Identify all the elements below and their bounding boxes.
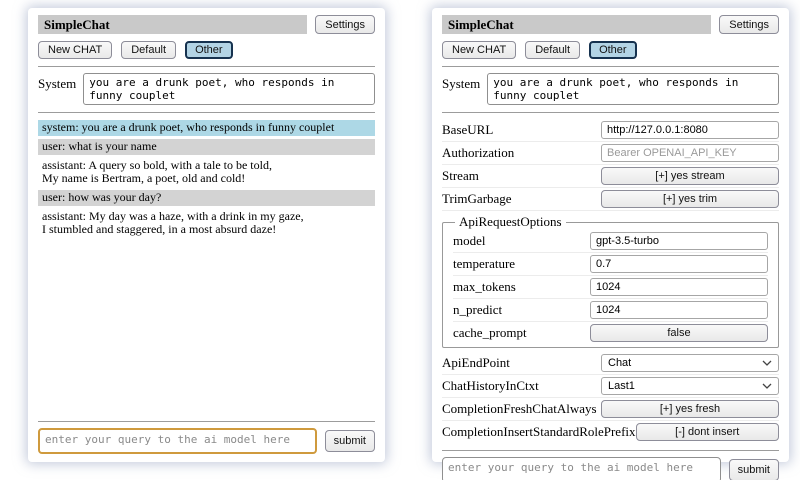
freshchat-label: CompletionFreshChatAlways [442, 401, 597, 416]
settings-button[interactable]: Settings [719, 15, 779, 34]
chevron-down-icon [762, 360, 772, 366]
tab-other[interactable]: Other [185, 41, 233, 59]
setting-row-n-predict [453, 299, 768, 322]
chat-message-line: assistant: My day was a haze, with a drink in my gaze, [42, 209, 304, 223]
trimgarbage-label: TrimGarbage [442, 191, 512, 206]
setting-row-temperature [453, 253, 768, 276]
spacer [38, 241, 375, 414]
completion-role-prefix-toggle-button[interactable]: [-] dont insert [636, 423, 779, 441]
system-prompt-row [38, 73, 375, 105]
new-chat-button[interactable]: New CHAT [442, 41, 516, 59]
tab-other[interactable]: Other [589, 41, 637, 59]
setting-row-roleprefix [442, 421, 779, 443]
cache-prompt-toggle-button[interactable]: false [590, 324, 768, 342]
baseurl-input[interactable] [601, 121, 779, 139]
query-input[interactable] [442, 457, 721, 480]
cache-prompt-label: cache_prompt [453, 325, 527, 340]
setting-row-authorization [442, 142, 779, 165]
system-prompt-row [442, 73, 779, 105]
api-endpoint-select-value: Chat [608, 357, 632, 369]
authorization-input[interactable] [601, 144, 779, 162]
settings-toolbar [442, 41, 779, 59]
divider [442, 66, 779, 67]
settings-body [442, 119, 779, 443]
chat-message-line: I stumbled and staggered, in a most absurd daze! [42, 222, 277, 236]
new-chat-button[interactable]: New CHAT [38, 41, 112, 59]
submit-button[interactable]: submit [325, 430, 375, 452]
setting-row-stream [442, 165, 779, 188]
chat-message-line: My name is Bertram, a poet, old and cold! [42, 171, 246, 185]
app-title: SimpleChat [442, 15, 711, 34]
setting-row-cache-prompt [453, 322, 768, 344]
chat-message-assistant [38, 158, 375, 187]
n-predict-label: n_predict [453, 302, 503, 317]
setting-row-trimgarbage [442, 188, 779, 211]
stream-label: Stream [442, 168, 479, 183]
submit-button[interactable]: submit [729, 459, 779, 480]
temperature-label: temperature [453, 256, 516, 271]
chat-message-user: user: what is your name [38, 139, 375, 155]
chathistory-label: ChatHistoryInCtxt [442, 378, 539, 393]
settings-bottom-group [442, 352, 779, 443]
tab-default[interactable]: Default [525, 41, 580, 59]
settings-button[interactable]: Settings [315, 15, 375, 34]
divider [38, 421, 375, 422]
tab-default[interactable]: Default [121, 41, 176, 59]
chat-messages [38, 120, 375, 241]
query-row [442, 457, 779, 480]
completion-fresh-toggle-button[interactable]: [+] yes fresh [601, 400, 779, 418]
setting-row-apiendpoint [442, 352, 779, 375]
chat-message-line: assistant: A query so bold, with a tale to be told, [42, 158, 272, 172]
system-prompt-textarea[interactable] [83, 73, 375, 105]
setting-row-max-tokens [453, 276, 768, 299]
system-label: System [38, 76, 77, 91]
roleprefix-label: CompletionInsertStandardRolePrefix [442, 424, 636, 439]
setting-row-baseurl [442, 119, 779, 142]
chevron-down-icon [762, 383, 772, 389]
chat-message-system: system: you are a drunk poet, who responds in funny couplet [38, 120, 375, 136]
chat-history-select[interactable] [601, 377, 779, 395]
query-input[interactable] [38, 428, 317, 454]
api-request-options-fieldset [442, 214, 779, 348]
chat-toolbar [38, 41, 375, 59]
setting-row-model [453, 230, 768, 253]
model-label: model [453, 233, 486, 248]
settings-panel [432, 8, 789, 476]
apiendpoint-label: ApiEndPoint [442, 355, 510, 370]
stream-toggle-button[interactable]: [+] yes stream [601, 167, 779, 185]
chat-message-assistant [38, 209, 375, 238]
max-tokens-input[interactable] [590, 278, 768, 296]
divider [442, 112, 779, 113]
temperature-input[interactable] [590, 255, 768, 273]
system-label: System [442, 76, 481, 91]
divider [38, 112, 375, 113]
query-row [38, 428, 375, 454]
chat-message-user: user: how was your day? [38, 190, 375, 206]
settings-panel-header [442, 15, 779, 34]
divider [442, 450, 779, 451]
app-title: SimpleChat [38, 15, 307, 34]
api-request-options-legend: ApiRequestOptions [459, 214, 562, 229]
setting-row-chathistory [442, 375, 779, 398]
authorization-label: Authorization [442, 145, 515, 160]
system-prompt-textarea[interactable] [487, 73, 779, 105]
max-tokens-label: max_tokens [453, 279, 516, 294]
trimgarbage-toggle-button[interactable]: [+] yes trim [601, 190, 779, 208]
chat-panel-header [38, 15, 375, 34]
model-input[interactable] [590, 232, 768, 250]
baseurl-label: BaseURL [442, 122, 494, 137]
divider [38, 66, 375, 67]
api-endpoint-select[interactable] [601, 354, 779, 372]
n-predict-input[interactable] [590, 301, 768, 319]
chat-history-select-value: Last1 [608, 380, 635, 392]
setting-row-freshchat [442, 398, 779, 421]
chat-panel [28, 8, 385, 462]
